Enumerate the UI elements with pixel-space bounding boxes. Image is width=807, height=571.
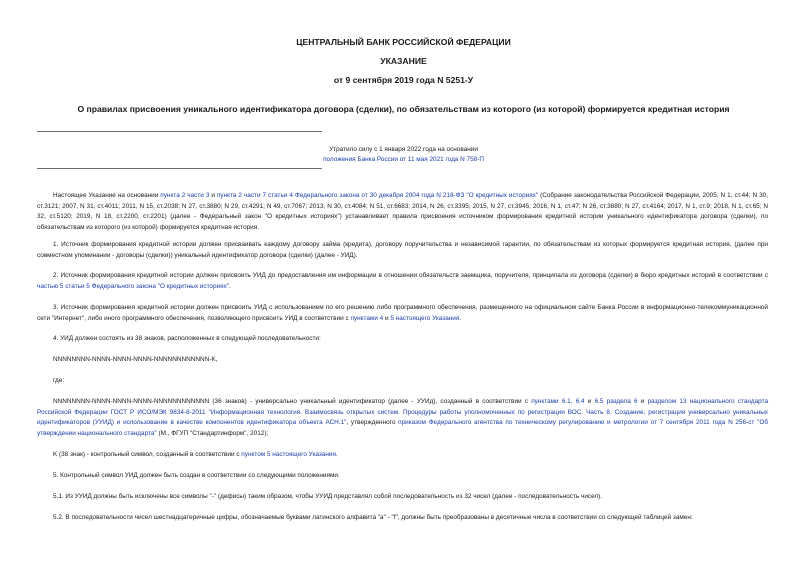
- document-type-heading: УКАЗАНИЕ: [380, 56, 427, 66]
- document-title: О правилах присвоения уникального идентификатора договора (сделки), по обязательствам из которого (из которой) формируется кредитная история: [77, 104, 730, 114]
- paragraph-4: 4. УИД должен состоять из 38 знаков, расположенных в следующей последовательности:: [53, 335, 321, 342]
- k-definition: [37, 450, 768, 461]
- paragraph-3: [37, 303, 768, 324]
- divider-top: [37, 131, 322, 132]
- kdef-link-1[interactable]: пунктом 5 настоящего Указания: [241, 451, 336, 458]
- def-text-4: , утвержденного: [346, 419, 399, 427]
- def-text-2: и: [584, 398, 595, 405]
- def-link-4[interactable]: приказом Федерального агентства по техническому регулированию и метрологии от 7 сентября 2011 года N 256-ст "Об утверждении национального стандарта": [37, 419, 768, 437]
- kdef-text-2: .: [335, 451, 338, 458]
- def-text-5: (М., ФГУП "Стандартинформ", 2012);: [156, 429, 269, 437]
- p3-text-1: 3. Источник формирования кредитной истории должен присвоить УИД с использованием по его решению либо программного обеспечения, размещенного на официальном сайте Банка России в информационно-телекоммуникационной сети "Интернет", либо иного программного обеспечения, позволяющего присвоить УИД в соответствии с: [37, 304, 768, 322]
- def-text-3: и: [637, 398, 648, 405]
- p2-link-1[interactable]: частью 5 статьи 5 Федерального закона "О кредитных историях": [37, 282, 230, 290]
- repeal-notice: [0, 145, 807, 165]
- p2-text-1: 2. Источник формирования кредитной истории должен присвоить УИД до предоставления им информации в отношении обязательств заемщика, поручителя, принципала из договора (сделки) в бюро кредитных историй в соответствии с: [53, 272, 768, 279]
- paragraph-5-1: 5.1. Из УУИД должны быть исключены все символы "-" (дефисы) таким образом, чтобы УУИД представлял собой последовательность из 32 чисел (далее - последовательность чисел).: [53, 493, 603, 500]
- paragraph-5: 5. Контрольный символ УИД должен быть создан в соответствии со следующими положениями.: [53, 472, 340, 479]
- def-link-1[interactable]: пунктами 6.1, 6.4: [531, 398, 585, 405]
- intro-link-2[interactable]: пункта 2 части 7 статьи 4 Федерального закона от 30 декабря 2004 года N 218-ФЗ "О кредитных историях": [216, 192, 539, 199]
- uid-pattern: NNNNNNNN-NNNN-NNNN-NNNN-NNNNNNNNNNNN-K,: [53, 356, 218, 363]
- p3-link-2[interactable]: 5 настоящего Указания: [390, 314, 460, 322]
- intro-text-2: и: [209, 192, 217, 199]
- uuid-definition: [37, 397, 768, 439]
- p3-link-1[interactable]: пунктами 4: [350, 314, 384, 322]
- repeal-notice-text: Утратило силу с 1 января 2022 года на основании: [329, 146, 478, 153]
- issuer-heading: ЦЕНТРАЛЬНЫЙ БАНК РОССИЙСКОЙ ФЕДЕРАЦИИ: [296, 37, 511, 47]
- intro-paragraph: [37, 191, 768, 233]
- paragraph-1: 1. Источник формирования кредитной истории должен присваивать каждому договору займа (кредита), договору поручительства и независимой гарантии, по обязательствам из которых формируется кредитная история, (далее при совместном упоминании - договоры (сделки)) уникальный идентификатор договора (сделки) (далее - УИД).: [37, 241, 768, 259]
- p3-text-3: .: [459, 314, 462, 322]
- paragraph-5-2: 5.2. В последовательности чисел шестнадцатеричные цифры, обозначаемые буквами латинского алфавита "a" - "f", должны быть преобразованы в десятичные числа в соответствии со следующей таблицей замен:: [53, 514, 693, 521]
- where-label: где:: [53, 377, 65, 384]
- paragraph-2: [37, 271, 768, 292]
- repeal-notice-link[interactable]: положения Банка России от 11 мая 2021 года N 758-П: [323, 156, 484, 163]
- date-number-heading: от 9 сентября 2019 года N 5251-У: [333, 75, 474, 85]
- p2-text-2: .: [229, 282, 231, 290]
- intro-text-3: (Собрание законодательства Российской Федерации, 2005, N 1, ст.44; N 30, ст.3121; 2007, N 31, ст.4011; 2011, N 15, ст.2038; N 27, ст.3880; N 29, ст.4291; N 49, ст.7067; 2013, N 30, ст.4084; N 51, ст.6683; 2014, N 26, ст.3395; 2015, N 27, ст.3945; 2016, N 1, ст.47; N 26, ст.3880; N 27, ст.4164; 2017, N 1, ст.9; 2018, N 1, ст.65; N 32, ст.5120; 2019, N 18, ст.2200, ст.2201) (далее - Федеральный закон "О кредитных историях") устанавливает правила присвоения источником формирования кредитной истории уникального идентификатора договора (сделки), по обязательствам из которого (из которой) формируется кредитная история.: [37, 192, 768, 231]
- kdef-text-1: K (38 знак) - контрольный символ, созданный в соответствии с: [53, 451, 242, 458]
- def-link-3[interactable]: разделом 13 национального стандарта Российской Федерации ГОСТ Р ИСО/МЭК 9834-8-2011 "Информационная технология. Взаимосвязь открытых систем. Процедуры работы уполномоченных по регистрации ВОС. Часть 8. Создание, регистрация универсально уникальных идентификаторов (УУИД) и использование в качестве компонентов идентификатора объекта АСН.1": [37, 398, 769, 427]
- p3-text-2: и: [383, 314, 391, 322]
- intro-text-1: Настоящее Указание на основании: [53, 192, 161, 199]
- intro-link-1[interactable]: пункта 2 части 3: [160, 192, 210, 199]
- divider-bottom: [37, 168, 322, 169]
- def-text-1: NNNNNNNN-NNNN-NNNN-NNNN-NNNNNNNNNNNN (36 знаков) - универсально уникальный идентификатор (далее - УУИд), созданный в соответствии с: [53, 398, 532, 405]
- def-link-2[interactable]: 6.5 раздела 6: [594, 398, 638, 405]
